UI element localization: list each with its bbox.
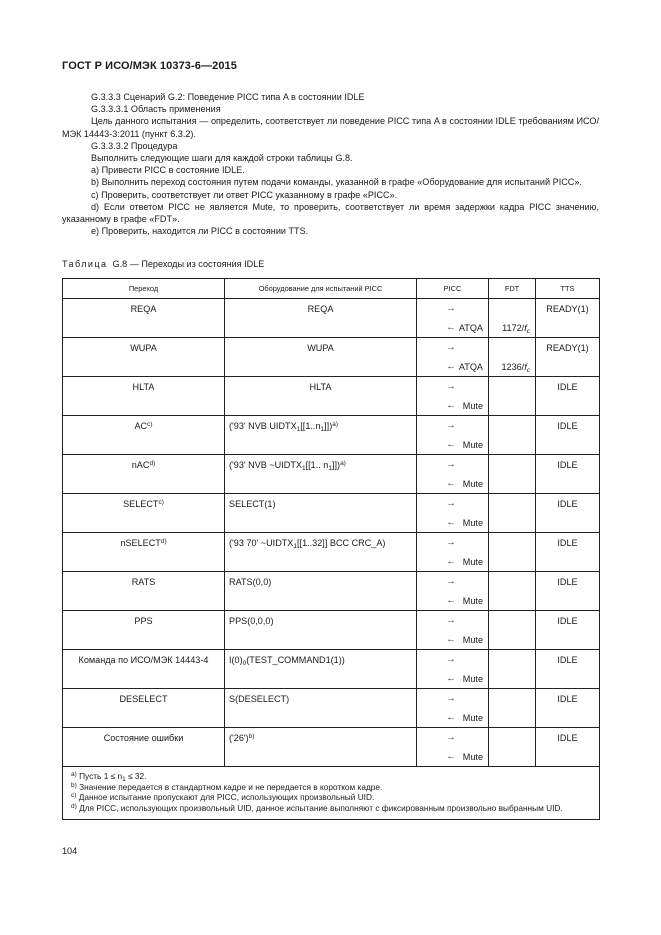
arrow-right-icon: →	[446, 576, 456, 587]
cell-tts: IDLE	[536, 416, 600, 455]
cell-equipment: ('93' NVB $\sim UIDTX_1[[1$.. $n_1]])^{a)}$	[225, 455, 417, 494]
picc-response: Mute	[462, 674, 483, 684]
cell-transition: nSELECT$^{d)}$	[63, 533, 225, 572]
footnote-b: $^{b)}$ Значение передается в стандартном кадре и не передается в коротком кадре.	[71, 781, 383, 792]
cell-equipment: PPS(0,0,0)	[225, 611, 417, 650]
body-text	[62, 91, 599, 237]
arrow-left-icon: ←	[446, 556, 456, 567]
table-row	[63, 572, 600, 592]
cell-fdt	[489, 435, 536, 455]
subsection-heading: G.3.3.3.2 Процедура	[91, 140, 178, 151]
table-row	[63, 689, 600, 709]
arrow-right-icon: →	[446, 615, 456, 626]
footnote-d: $^{d)}$ Для PICC, использующих произвольный UID, данное испытание выполняют с фиксированным произвольно выбранным UID.	[71, 802, 563, 813]
cell-picc-response	[417, 357, 489, 377]
cell-picc-response	[417, 474, 489, 494]
cell-fdt-empty	[489, 728, 536, 748]
arrow-right-icon: →	[446, 537, 456, 548]
cell-equipment: ('93' NVB $UIDTX_1[[1..n_1]])^{a)}$	[225, 416, 417, 455]
cell-transition: DESELECT	[63, 689, 225, 728]
page-number: 104	[62, 846, 78, 856]
cell-tts: READY(1)	[536, 338, 600, 377]
header-fdt: FDT	[489, 279, 536, 299]
table-row	[63, 650, 600, 670]
cell-picc-response	[417, 669, 489, 689]
cell-equipment: ('93 70' $\sim UIDTX_1[[1..32]]$ BCC CRC_A)	[225, 533, 417, 572]
table-row	[63, 533, 600, 553]
cell-transition: PPS	[63, 611, 225, 650]
cell-fdt-empty	[489, 494, 536, 514]
cell-picc-command	[417, 377, 489, 397]
footnotes-row	[63, 767, 600, 820]
step-item: e) Проверить, находится ли PICC в состоянии TTS.	[91, 226, 309, 237]
arrow-left-icon: ←	[446, 439, 456, 450]
cell-picc-response	[417, 318, 489, 338]
cell-transition: Команда по ИСО/МЭК 14443-4	[63, 650, 225, 689]
arrow-left-icon: ←	[446, 322, 456, 333]
picc-response: Mute	[462, 635, 483, 645]
cell-equipment: RATS(0,0)	[225, 572, 417, 611]
subsection-heading: G.3.3.3.1 Область применения	[91, 104, 221, 115]
arrow-left-icon: ←	[446, 478, 456, 489]
cell-transition: SELECT$^{c)}$	[63, 494, 225, 533]
table-row	[63, 455, 600, 475]
arrow-right-icon: →	[446, 459, 456, 470]
cell-fdt-empty	[489, 689, 536, 709]
cell-transition: REQA	[63, 299, 225, 338]
fdt-value: $1236/f_c$	[501, 361, 530, 374]
picc-response: Mute	[462, 557, 483, 567]
header-equipment: Оборудование для испытаний PICC	[225, 279, 417, 299]
cell-tts: IDLE	[536, 728, 600, 767]
cell-fdt	[489, 396, 536, 416]
table-row	[63, 416, 600, 436]
picc-response: Mute	[462, 713, 483, 723]
cell-picc-command	[417, 689, 489, 709]
cell-picc-response	[417, 747, 489, 767]
fdt-value: $1172/f_c$	[502, 322, 530, 335]
cell-transition: nAC$^{d)}$	[63, 455, 225, 494]
cell-tts: IDLE	[536, 611, 600, 650]
cell-picc-response	[417, 591, 489, 611]
cell-fdt-empty	[489, 533, 536, 553]
cell-picc-command	[417, 416, 489, 436]
cell-picc-command	[417, 728, 489, 748]
cell-fdt	[489, 669, 536, 689]
cell-picc-response	[417, 708, 489, 728]
table-row	[63, 338, 600, 358]
cell-picc-command	[417, 455, 489, 475]
arrow-right-icon: →	[446, 420, 456, 431]
transition-footnote-mark: c)	[147, 421, 153, 428]
cell-fdt-empty	[489, 650, 536, 670]
footnote-c: $^{c)}$ Данное испытание пропускают для PICC, использующих произвольный UID.	[71, 792, 375, 803]
cell-transition: RATS	[63, 572, 225, 611]
cell-picc-response	[417, 630, 489, 650]
cell-transition: AC$^{c)}$	[63, 416, 225, 455]
arrow-right-icon: →	[446, 693, 456, 704]
arrow-right-icon: →	[446, 498, 456, 509]
cell-tts: IDLE	[536, 533, 600, 572]
paragraph: Выполнить следующие шаги для каждой строки таблицы G.8.	[91, 153, 353, 164]
table-row	[63, 611, 600, 631]
cell-picc-response	[417, 396, 489, 416]
cell-picc-response	[417, 513, 489, 533]
step-item: d) Если ответом PICC не является Mute, то проверить, соответствует ли время задержки кадра PICC значению, указанному в графе «FDT».	[62, 201, 599, 225]
cell-fdt-empty	[489, 377, 536, 397]
transition-footnote-mark: d)	[149, 460, 156, 467]
cell-fdt-empty	[489, 455, 536, 475]
arrow-left-icon: ←	[446, 751, 456, 762]
arrow-left-icon: ←	[446, 517, 456, 528]
cell-fdt	[489, 552, 536, 572]
cell-tts: IDLE	[536, 689, 600, 728]
step-item: a) Привести PICC в состояние IDLE.	[91, 165, 245, 176]
arrow-left-icon: ←	[446, 400, 456, 411]
cell-fdt-empty	[489, 572, 536, 592]
cell-picc-response	[417, 435, 489, 455]
transitions-table	[62, 278, 600, 820]
cell-fdt	[489, 357, 536, 377]
table-row	[63, 728, 600, 748]
picc-response: Mute	[462, 596, 483, 606]
cell-fdt	[489, 513, 536, 533]
picc-response: ATQA	[458, 323, 483, 333]
cell-tts: IDLE	[536, 494, 600, 533]
picc-response: Mute	[462, 752, 483, 762]
table-row	[63, 377, 600, 397]
cell-fdt-empty	[489, 338, 536, 358]
cell-equipment: SELECT(1)	[225, 494, 417, 533]
table-row	[63, 299, 600, 319]
arrow-left-icon: ←	[446, 595, 456, 606]
arrow-right-icon: →	[446, 654, 456, 665]
cell-equipment: WUPA	[225, 338, 417, 377]
cell-tts: READY(1)	[536, 299, 600, 338]
cell-picc-response	[417, 552, 489, 572]
picc-response: Mute	[462, 518, 483, 528]
table-row	[63, 494, 600, 514]
cell-picc-command	[417, 572, 489, 592]
arrow-left-icon: ←	[446, 361, 456, 372]
step-item: c) Проверить, соответствует ли ответ PICC указанному в графе «PICC».	[91, 189, 398, 200]
arrow-left-icon: ←	[446, 712, 456, 723]
picc-response: Mute	[462, 401, 483, 411]
arrow-right-icon: →	[446, 381, 456, 392]
section-heading: G.3.3.3 Сценарий G.2: Поведение PICC типа A в состоянии IDLE	[91, 92, 365, 102]
cell-equipment: $('26')^{b)}$	[225, 728, 417, 767]
cell-fdt	[489, 474, 536, 494]
cell-equipment: HLTA	[225, 377, 417, 416]
cell-transition: HLTA	[63, 377, 225, 416]
cell-picc-command	[417, 533, 489, 553]
cell-picc-command	[417, 299, 489, 319]
cell-equipment: $I(0)_0(TEST\_COMMAND1(1))$	[225, 650, 417, 689]
cell-fdt	[489, 630, 536, 650]
cell-picc-command	[417, 494, 489, 514]
cell-equipment: S(DESELECT)	[225, 689, 417, 728]
cell-equipment: REQA	[225, 299, 417, 338]
paragraph: Цель данного испытания — определить, соответствует ли поведение PICC типа A в состоянии IDLE требованиям ИСО/МЭК 14443-3:2011 (пункт 6.3.2).	[62, 116, 599, 139]
cell-tts: IDLE	[536, 650, 600, 689]
cell-fdt	[489, 708, 536, 728]
cell-fdt	[489, 747, 536, 767]
footnotes	[63, 767, 600, 820]
caption-prefix: Таблица	[62, 259, 108, 269]
header-tts: TTS	[536, 279, 600, 299]
arrow-left-icon: ←	[446, 634, 456, 645]
step-item: b) Выполнить переход состояния путем подачи команды, указанной в графе «Оборудование для испытаний PICC».	[91, 177, 582, 188]
picc-response: ATQA	[458, 362, 483, 372]
header-transition: Переход	[63, 279, 225, 299]
cell-fdt	[489, 591, 536, 611]
cell-tts: IDLE	[536, 572, 600, 611]
arrow-left-icon: ←	[446, 673, 456, 684]
cell-picc-command	[417, 650, 489, 670]
cell-picc-command	[417, 338, 489, 358]
header-picc: PICC	[417, 279, 489, 299]
picc-response: Mute	[462, 440, 483, 450]
arrow-right-icon: →	[446, 342, 456, 353]
arrow-right-icon: →	[446, 732, 456, 743]
footnote-a: $^{a)}$ Пусть $1 \le n_1 \le 32$.	[71, 771, 147, 783]
transition-footnote-mark: d)	[160, 538, 167, 545]
cell-fdt	[489, 318, 536, 338]
caption-text: G.8 — Переходы из состояния IDLE	[112, 259, 265, 269]
cell-tts: IDLE	[536, 377, 600, 416]
cell-tts: IDLE	[536, 455, 600, 494]
cell-picc-command	[417, 611, 489, 631]
cell-fdt-empty	[489, 611, 536, 631]
document-header: ГОСТ Р ИСО/МЭК 10373-6—2015	[62, 60, 237, 72]
table-caption	[62, 259, 264, 269]
cell-transition: WUPA	[63, 338, 225, 377]
cell-transition: Состояние ошибки	[63, 728, 225, 767]
table-header-row	[63, 279, 600, 299]
cell-fdt-empty	[489, 299, 536, 319]
arrow-right-icon: →	[446, 303, 456, 314]
picc-response: Mute	[462, 479, 483, 489]
cell-fdt-empty	[489, 416, 536, 436]
transition-footnote-mark: c)	[158, 499, 164, 506]
